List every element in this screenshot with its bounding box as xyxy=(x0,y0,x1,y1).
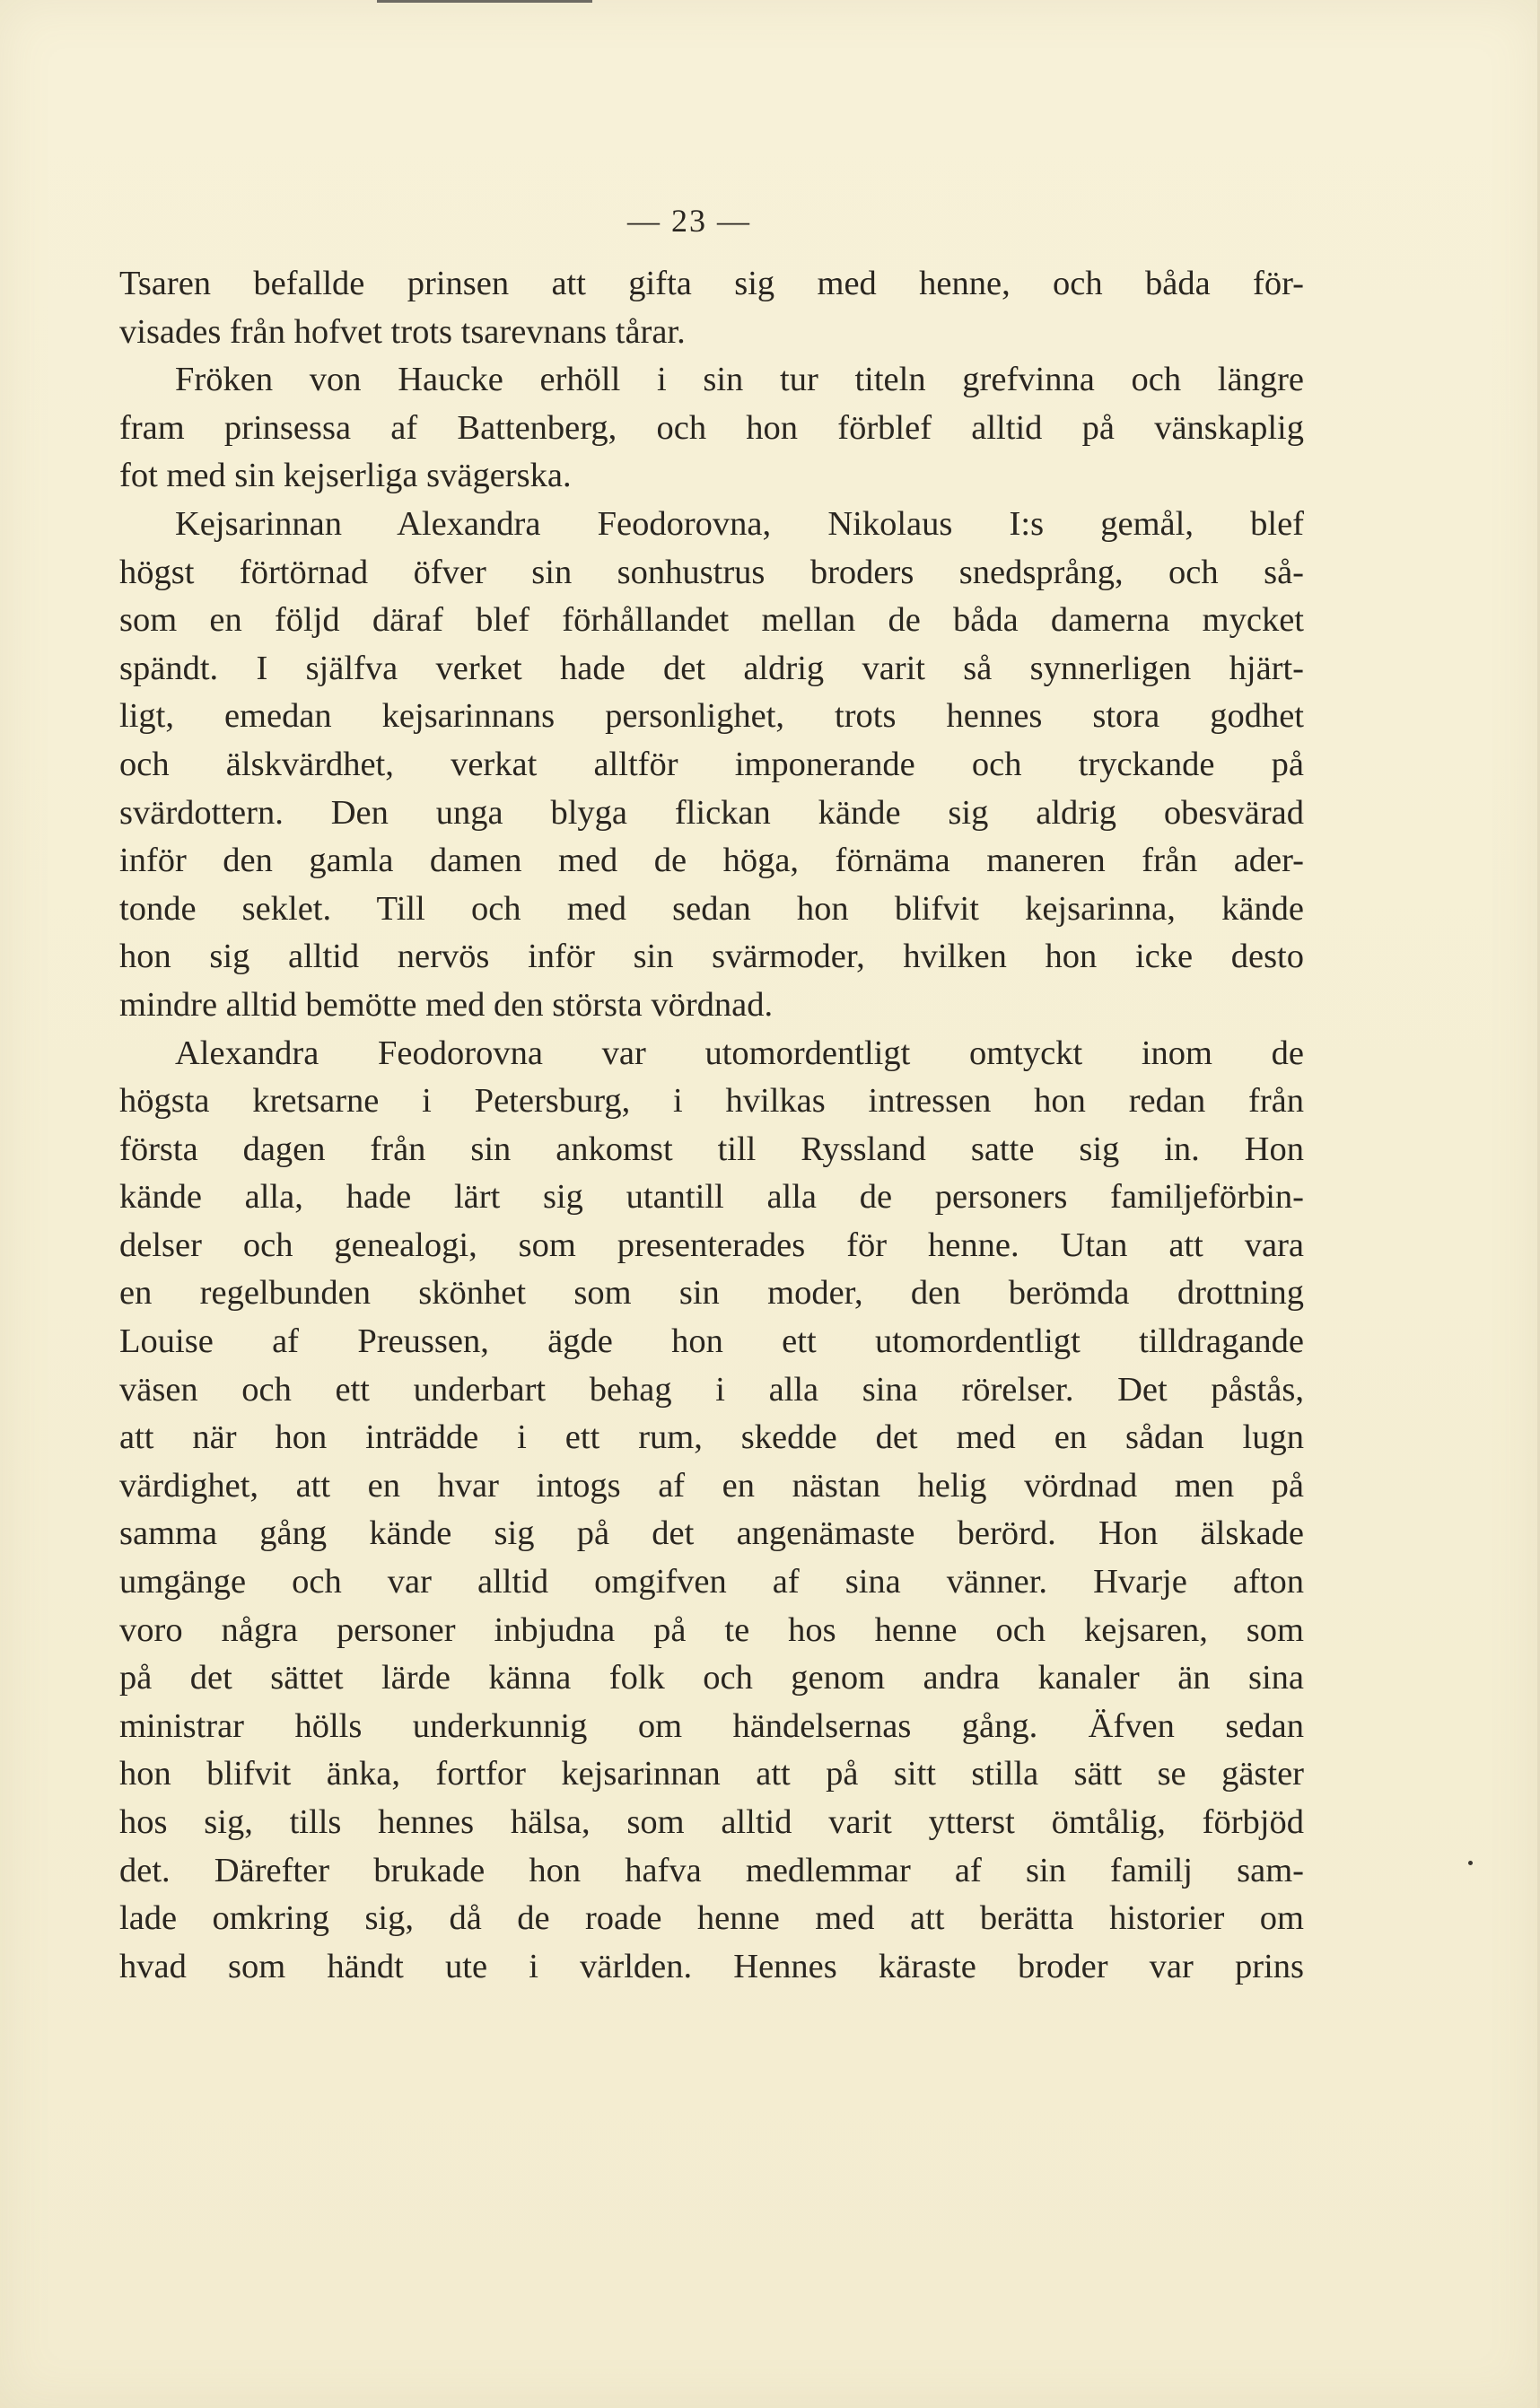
text-line: umgänge och var alltid omgifven af sina vänner. Hvarje afton xyxy=(119,1563,1304,1601)
text-line: fram prinsessa af Battenberg, och hon förblef alltid på vänskaplig xyxy=(119,408,1304,447)
text-line: spändt. I själfva verket hade det aldrig varit så synnerligen hjärt- xyxy=(119,649,1304,687)
text-line: kände alla, hade lärt sig utantill alla de personers familjeförbin- xyxy=(119,1178,1304,1217)
text-line: högsta kretsarne i Petersburg, i hvilkas intressen hon redan från xyxy=(119,1082,1304,1121)
text-line: lade omkring sig, då de roade henne med att berätta historier om xyxy=(119,1899,1304,1938)
text-line: Alexandra Feodorovna var utomordentligt omtyckt inom de xyxy=(175,1034,1304,1072)
page-number: — 23 — xyxy=(627,203,751,239)
page-top-edge-mark xyxy=(377,0,592,3)
text-line: en regelbunden skönhet som sin moder, den berömda drottning xyxy=(119,1274,1304,1313)
text-line: tonde seklet. Till och med sedan hon blifvit kejsarinna, kände xyxy=(119,889,1304,928)
ink-speck xyxy=(1468,1861,1473,1865)
text-line: voro några personer inbjudna på te hos henne och kejsaren, som xyxy=(119,1610,1304,1649)
text-line: ministrar hölls underkunnig om händelsernas gång. Äfven sedan xyxy=(119,1706,1304,1745)
text-line: samma gång kände sig på det angenämaste berörd. Hon älskade xyxy=(119,1514,1304,1553)
text-line: mindre alltid bemötte med den största vördnad. xyxy=(119,985,774,1024)
text-line: Fröken von Haucke erhöll i sin tur titeln grefvinna och längre xyxy=(175,361,1304,399)
text-line: inför den gamla damen med de höga, förnäma maneren från ader- xyxy=(119,842,1304,880)
text-line: hvad som händt ute i världen. Hennes käraste broder var prins xyxy=(119,1947,1304,1985)
body-text xyxy=(119,260,1304,1991)
text-line: att när hon inträdde i ett rum, skedde det med en sådan lugn xyxy=(119,1418,1304,1457)
text-line: väsen och ett underbart behag i alla sina rörelser. Det påstås, xyxy=(119,1370,1304,1409)
text-line: ligt, emedan kejsarinnans personlighet, trots hennes stora godhet xyxy=(119,697,1304,736)
text-line: högst förtörnad öfver sin sonhustrus broders snedsprång, och så- xyxy=(119,553,1304,591)
text-line: delser och genealogi, som presenterades för henne. Utan att vara xyxy=(119,1226,1304,1264)
text-line: visades från hofvet trots tsarevnans tårar. xyxy=(119,312,686,351)
text-line: Tsaren befallde prinsen att gifta sig med henne, och båda för- xyxy=(119,265,1304,302)
text-line: svärdottern. Den unga blyga flickan kände sig aldrig obesvärad xyxy=(119,793,1304,832)
text-line: hos sig, tills hennes hälsa, som alltid varit ytterst ömtålig, förbjöd xyxy=(119,1803,1304,1841)
text-line: Louise af Preussen, ägde hon ett utomordentligt tilldragande xyxy=(119,1322,1304,1361)
text-line: första dagen från sin ankomst till Ryssland satte sig in. Hon xyxy=(119,1130,1304,1168)
text-line: värdighet, att en hvar intogs af en nästan helig vördnad men på xyxy=(119,1466,1304,1505)
text-line: på det sättet lärde känna folk och genom andra kanaler än sina xyxy=(119,1659,1304,1697)
text-line: som en följd däraf blef förhållandet mellan de båda damerna mycket xyxy=(119,601,1304,640)
text-line: hon sig alltid nervös inför sin svärmoder, hvilken hon icke desto xyxy=(119,938,1304,976)
text-line: hon blifvit änka, fortfor kejsarinnan att på sitt stilla sätt se gäster xyxy=(119,1755,1304,1793)
text-line: Kejsarinnan Alexandra Feodorovna, Nikolaus I:s gemål, blef xyxy=(175,504,1304,543)
text-line: det. Därefter brukade hon hafva medlemmar af sin familj sam- xyxy=(119,1851,1304,1889)
text-line: fot med sin kejserliga svägerska. xyxy=(119,457,572,495)
text-line: och älskvärdhet, verkat alltför imponerande och tryckande på xyxy=(119,745,1304,783)
